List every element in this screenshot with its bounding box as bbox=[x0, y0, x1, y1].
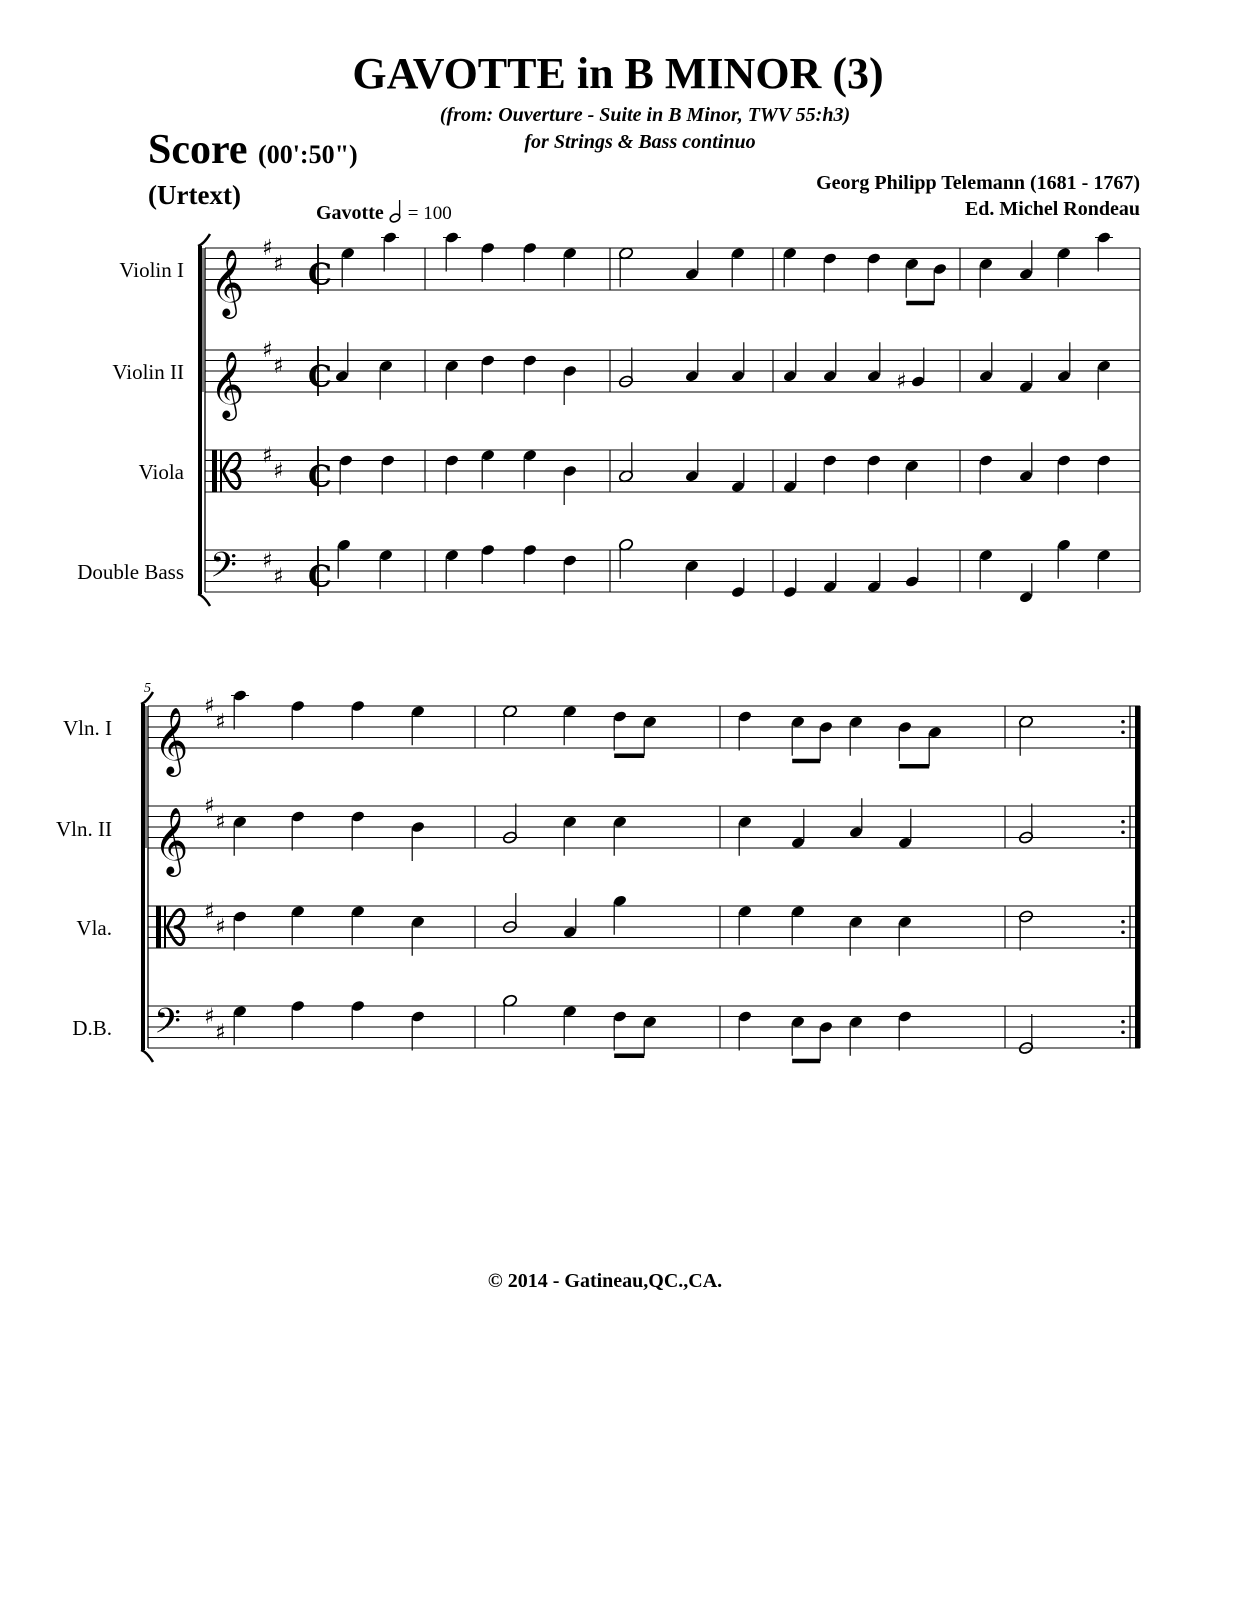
system-2 bbox=[141, 681, 1140, 1062]
eighth-note bbox=[819, 1020, 834, 1061]
quarter-note bbox=[523, 354, 538, 395]
staff bbox=[148, 893, 1140, 956]
quarter-note bbox=[731, 453, 746, 494]
quarter-note bbox=[613, 815, 628, 856]
quarter-note bbox=[823, 553, 838, 594]
half-note bbox=[502, 994, 518, 1035]
treble-clef-icon: 𝄞 bbox=[210, 350, 245, 418]
staff bbox=[148, 994, 1140, 1061]
treble-clef-icon: 𝄞 bbox=[154, 706, 189, 774]
staff bbox=[205, 442, 1140, 505]
quarter-note bbox=[1097, 359, 1112, 400]
quarter-note bbox=[738, 815, 753, 856]
eighth-note bbox=[613, 710, 628, 751]
urtext-label: (Urtext) bbox=[148, 180, 241, 210]
eighth-note bbox=[898, 720, 913, 761]
quarter-note bbox=[523, 543, 538, 584]
sharp-icon: ♯ bbox=[262, 236, 273, 261]
sharp-icon: ♯ bbox=[262, 443, 273, 469]
quarter-note bbox=[445, 549, 460, 590]
quarter-note bbox=[1097, 549, 1112, 590]
quarter-note bbox=[738, 710, 753, 751]
quarter-note bbox=[233, 1005, 248, 1046]
instrument-label-vln-1: Vln. I bbox=[63, 716, 112, 740]
quarter-note bbox=[291, 999, 306, 1040]
quarter-note bbox=[351, 905, 366, 946]
quarter-note bbox=[867, 252, 882, 293]
quarter-note bbox=[1019, 563, 1034, 604]
quarter-note bbox=[905, 548, 920, 589]
half-note bbox=[502, 893, 518, 934]
quarter-note bbox=[233, 910, 248, 951]
quarter-note bbox=[291, 699, 306, 740]
sharp-icon: ♯ bbox=[204, 694, 215, 719]
quarter-note bbox=[979, 342, 994, 383]
svg-text:C: C bbox=[308, 559, 332, 595]
sharp-icon: ♯ bbox=[215, 1020, 226, 1046]
half-note bbox=[618, 348, 634, 389]
quarter-note bbox=[979, 549, 994, 590]
sharp-icon: ♯ bbox=[896, 369, 907, 395]
svg-text:C: C bbox=[308, 359, 332, 395]
quarter-note bbox=[481, 449, 496, 490]
quarter-note bbox=[1057, 454, 1072, 495]
treble-clef-icon: 𝄞 bbox=[210, 248, 245, 316]
quarter-note bbox=[738, 1010, 753, 1051]
measure-number: 5 bbox=[144, 681, 151, 696]
subtitle-instrumentation: for Strings & Bass continuo bbox=[524, 131, 756, 153]
quarter-note bbox=[1095, 231, 1113, 272]
quarter-note bbox=[791, 905, 806, 946]
sharp-icon: ♯ bbox=[215, 915, 226, 940]
quarter-note bbox=[1057, 538, 1072, 579]
sharp-icon: ♯ bbox=[215, 809, 226, 835]
quarter-note bbox=[1057, 247, 1072, 288]
quarter-note bbox=[685, 442, 700, 483]
eighth-note bbox=[819, 720, 834, 761]
instrument-label-double-bass: Double Bass bbox=[77, 560, 184, 584]
quarter-note bbox=[823, 454, 838, 495]
half-note bbox=[502, 704, 518, 745]
quarter-note bbox=[1057, 342, 1072, 383]
quarter-note bbox=[379, 549, 394, 590]
quarter-note bbox=[731, 558, 746, 599]
treble-clef-icon: 𝄞 bbox=[154, 806, 189, 874]
svg-text:C: C bbox=[308, 257, 332, 293]
quarter-note bbox=[613, 894, 628, 935]
svg-text:C: C bbox=[308, 459, 332, 495]
quarter-note bbox=[563, 1005, 578, 1046]
quarter-note bbox=[411, 1010, 426, 1051]
quarter-note bbox=[685, 559, 700, 600]
quarter-note bbox=[481, 241, 496, 282]
quarter-note bbox=[823, 252, 838, 293]
quarter-note bbox=[481, 543, 496, 584]
quarter-note bbox=[849, 1015, 864, 1056]
staff bbox=[205, 231, 1140, 319]
quarter-note bbox=[445, 454, 460, 495]
staff bbox=[205, 538, 1140, 604]
sharp-icon: ♯ bbox=[204, 899, 215, 925]
quarter-note bbox=[783, 342, 798, 383]
instrument-label-viola: Viola bbox=[138, 460, 184, 484]
half-note bbox=[1018, 1014, 1034, 1055]
quarter-note bbox=[823, 342, 838, 383]
quarter-note bbox=[849, 715, 864, 756]
bass-clef-icon: 𝄢 bbox=[154, 1000, 182, 1050]
composer: Georg Philipp Telemann (1681 - 1767) bbox=[816, 172, 1140, 194]
eighth-note bbox=[791, 1015, 806, 1056]
page-title: GAVOTTE in B MINOR (3) bbox=[352, 49, 884, 98]
quarter-note bbox=[351, 999, 366, 1040]
quarter-note bbox=[523, 241, 538, 282]
quarter-note bbox=[783, 453, 798, 494]
eighth-note bbox=[643, 1015, 658, 1056]
subtitle-source: (from: Ouverture - Suite in B Minor, TWV 55:h3) bbox=[439, 104, 851, 126]
quarter-note bbox=[791, 809, 806, 850]
quarter-note bbox=[231, 689, 249, 730]
eighth-note bbox=[905, 257, 920, 298]
quarter-note bbox=[685, 342, 700, 383]
sharp-icon: ♯ bbox=[204, 794, 215, 819]
quarter-note bbox=[979, 257, 994, 298]
quarter-note bbox=[1097, 454, 1112, 495]
end-repeat-icon bbox=[1121, 706, 1140, 1048]
quarter-note bbox=[291, 810, 306, 851]
quarter-note bbox=[563, 705, 578, 746]
system-1 bbox=[198, 231, 1140, 606]
quarter-note bbox=[381, 454, 396, 495]
half-note bbox=[502, 804, 518, 845]
sharp-icon: ♯ bbox=[273, 251, 284, 277]
quarter-note bbox=[523, 449, 538, 490]
instrument-label-violin-2: Violin II bbox=[112, 360, 184, 384]
quarter-note bbox=[849, 798, 864, 839]
half-note bbox=[1018, 715, 1034, 756]
quarter-note bbox=[1019, 353, 1034, 394]
quarter-note bbox=[685, 240, 700, 281]
quarter-note bbox=[337, 538, 352, 579]
quarter-note bbox=[898, 1010, 913, 1051]
instrument-label-violin-1: Violin I bbox=[119, 258, 184, 282]
quarter-note bbox=[738, 905, 753, 946]
quarter-note bbox=[351, 699, 366, 740]
quarter-note bbox=[849, 915, 864, 956]
quarter-note bbox=[563, 898, 578, 939]
cut-time-icon bbox=[308, 446, 332, 496]
quarter-note bbox=[898, 915, 913, 956]
sharp-icon: ♯ bbox=[262, 548, 273, 574]
quarter-note bbox=[783, 247, 798, 288]
quarter-note bbox=[1019, 240, 1034, 281]
half-note bbox=[1018, 804, 1034, 845]
quarter-note bbox=[867, 454, 882, 495]
quarter-note bbox=[233, 815, 248, 856]
staff bbox=[205, 338, 1140, 421]
staff bbox=[148, 794, 1140, 877]
cut-time-icon bbox=[308, 244, 332, 294]
quarter-note bbox=[563, 464, 578, 505]
sharp-icon: ♯ bbox=[273, 564, 284, 590]
cut-time-icon bbox=[308, 346, 332, 396]
quarter-note bbox=[731, 342, 746, 383]
quarter-note bbox=[341, 247, 356, 288]
quarter-note bbox=[411, 820, 426, 861]
duration: (00':50") bbox=[258, 140, 358, 169]
quarter-note bbox=[291, 905, 306, 946]
quarter-note bbox=[411, 915, 426, 956]
quarter-note bbox=[379, 359, 394, 400]
copyright: © 2014 - Gatineau,QC.,CA. bbox=[487, 1270, 723, 1292]
cut-time-icon bbox=[308, 546, 332, 596]
score-word: Score bbox=[148, 127, 248, 173]
quarter-note bbox=[867, 342, 882, 383]
quarter-note bbox=[443, 231, 461, 272]
half-note bbox=[1018, 910, 1034, 951]
quarter-note bbox=[1019, 442, 1034, 483]
quarter-note bbox=[979, 454, 994, 495]
quarter-note bbox=[731, 247, 746, 288]
eighth-note bbox=[928, 726, 943, 767]
eighth-note bbox=[643, 715, 658, 756]
eighth-note bbox=[791, 715, 806, 756]
quarter-note bbox=[411, 705, 426, 746]
quarter-note bbox=[563, 364, 578, 405]
quarter-note bbox=[335, 342, 350, 383]
quarter-note bbox=[898, 809, 913, 850]
sharp-icon: ♯ bbox=[273, 459, 284, 484]
quarter-note bbox=[563, 554, 578, 595]
quarter-note bbox=[783, 558, 798, 599]
tempo-value: = 100 bbox=[407, 203, 452, 224]
quarter-note bbox=[445, 359, 460, 400]
half-note bbox=[618, 538, 634, 579]
eighth-note bbox=[933, 262, 948, 303]
half-note bbox=[618, 246, 634, 287]
quarter-note bbox=[339, 454, 354, 495]
quarter-note bbox=[563, 815, 578, 856]
sharp-icon: ♯ bbox=[204, 1004, 215, 1030]
editor: Ed. Michel Rondeau bbox=[964, 198, 1140, 220]
quarter-note bbox=[381, 231, 399, 272]
quarter-note bbox=[905, 459, 920, 500]
quarter-note bbox=[351, 810, 366, 851]
tempo-text: Gavotte bbox=[316, 202, 384, 224]
quarter-note bbox=[867, 553, 882, 594]
eighth-note bbox=[613, 1010, 628, 1051]
instrument-label-vla: Vla. bbox=[76, 916, 112, 940]
quarter-note bbox=[481, 354, 496, 395]
sharp-icon: ♯ bbox=[273, 353, 284, 379]
sharp-icon: ♯ bbox=[262, 338, 273, 363]
staff bbox=[148, 689, 1140, 777]
instrument-label-db: D.B. bbox=[72, 1016, 112, 1040]
sharp-icon: ♯ bbox=[215, 709, 226, 735]
bass-clef-icon: 𝄢 bbox=[210, 544, 238, 594]
half-note bbox=[618, 442, 634, 483]
instrument-label-vln-2: Vln. II bbox=[56, 817, 112, 841]
quarter-note bbox=[563, 247, 578, 288]
